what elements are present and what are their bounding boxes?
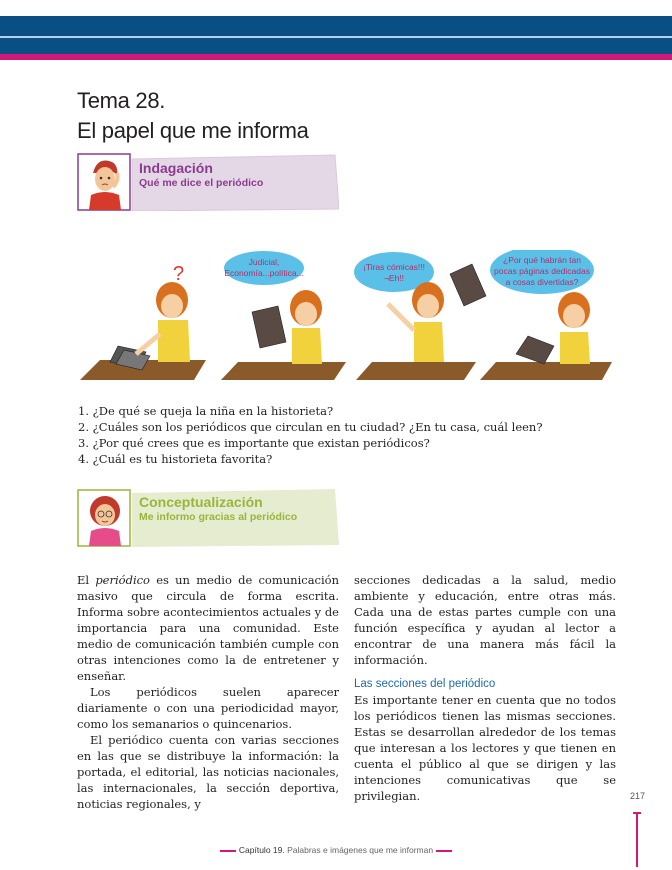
questions-list (78, 403, 543, 467)
question-item: 4. ¿Cuál es tu historieta favorita? (78, 452, 273, 466)
bubble-3-line-3: a cosas divertidas? (505, 277, 579, 287)
indagacion-subtitle: Qué me dice el periódico (139, 177, 264, 189)
header-pink-band (0, 54, 672, 60)
page-number: 217 (630, 791, 646, 801)
bubble-3-line-2: pocas páginas dedicadas (494, 266, 590, 276)
paragraph: El periódico es un medio de comunicación masivo que circula de forma escrita. Informa sobre acontecimientos actuales y de importancia para una comunidad. Este medio de comunicación también cumple con otras intenciones como la de entretener y enseñar. (77, 573, 339, 683)
indagacion-banner (77, 153, 339, 211)
paragraph: Es importante tener en cuenta que no todos los periódicos tienen las mismas secciones. Estas se desarrollan alrededor de los temas que interesan a los lectores y que tienen en cuenta el público al que se dirigen y las intenciones comunicativas que se privilegian. (354, 693, 616, 803)
conceptualizacion-subtitle: Me informo gracias al periódico (139, 511, 298, 523)
tema-title: El papel que me informa (77, 118, 309, 143)
comic-panel-2 (221, 251, 346, 380)
bubble-1-line-2: Economía...política... (224, 268, 304, 278)
comic-panel-4 (480, 250, 612, 380)
paragraph: Los periódicos suelen aparecer diariamente o con una periodicidad mayor, como los semanarios o quincenarios. (77, 685, 339, 731)
paragraph: El periódico cuenta con varias secciones en las que se distribuye la información: la portada, el editorial, las noticias nacionales, las internacionales, la sección deportiva, noticias regionales, y (77, 733, 339, 811)
question-mark: ? (173, 263, 185, 285)
header-top-margin (0, 0, 672, 16)
paragraph: secciones dedicadas a la salud, medio ambiente y educación, entre otras más. Cada una de estas partes cumple con una función específica y ayudan al lector a encontrar de una manera más fácil la información. (354, 573, 616, 667)
comic-strip (76, 250, 616, 385)
indagacion-title: Indagación (139, 160, 213, 176)
question-item: 2. ¿Cuáles son los periódicos que circulan en tu ciudad? ¿En tu casa, cuál leen? (78, 420, 543, 434)
question-item: 3. ¿Por qué crees que es importante que existan periódicos? (78, 436, 430, 450)
boy-thinking-icon (77, 153, 132, 211)
conceptualizacion-banner (77, 489, 339, 547)
bubble-2-line-2: ¬Eh!! (383, 273, 405, 283)
footer-bar-left (220, 850, 236, 852)
conceptualizacion-title: Conceptualización (139, 494, 263, 510)
left-column (77, 572, 339, 812)
bubble-2-line-1: ¡Tiras cómicas!!! (362, 262, 426, 272)
header-band-line (0, 36, 672, 38)
footer-chapter: Capítulo 19. (238, 845, 285, 855)
footer-bar-right (436, 850, 452, 852)
right-column (354, 572, 616, 804)
tema-number: Tema 28. (77, 88, 166, 113)
term-periodico: periódico (95, 573, 150, 587)
bubble-1-line-1: Judicial, (248, 257, 280, 267)
footer (0, 845, 672, 855)
comic-panel-1 (80, 263, 206, 380)
question-item: 1. ¿De qué se queja la niña en la historieta? (78, 404, 334, 418)
comic-panel-3 (354, 252, 486, 380)
footer-title: Palabras e imágenes que me informan (284, 845, 434, 855)
page-marker-line (636, 812, 638, 867)
bubble-3-line-1: ¿Por qué habrán tan (503, 255, 581, 265)
section-subheading: Las secciones del periódico (354, 678, 496, 690)
header-blue-band (0, 16, 672, 54)
teacher-icon (77, 489, 132, 547)
page-title (77, 86, 309, 146)
